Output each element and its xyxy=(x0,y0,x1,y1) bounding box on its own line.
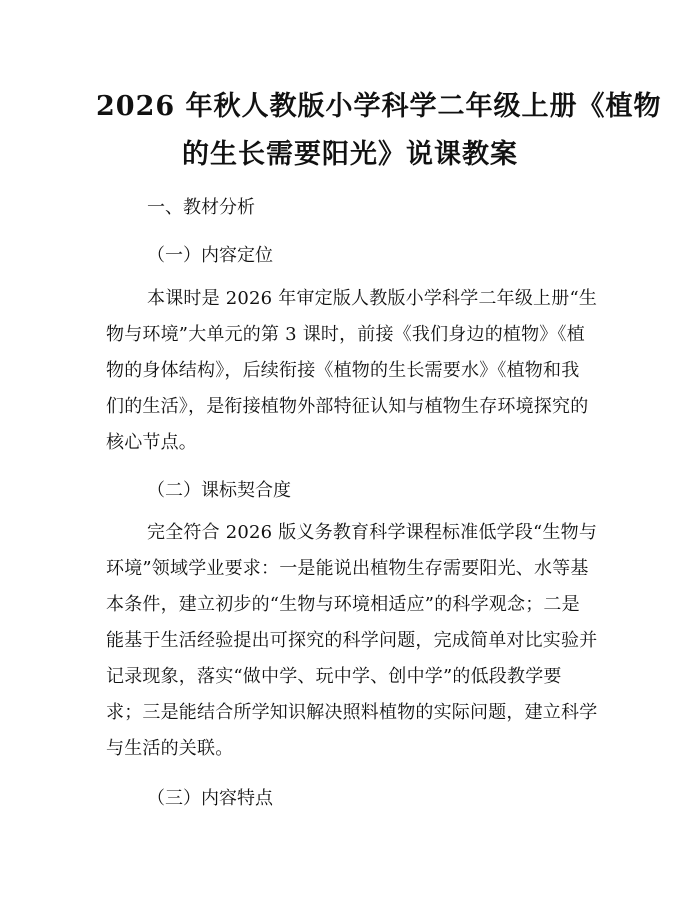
paragraph-line: 记录现象，落实“做中学、玩中学、创中学”的低段教学要 xyxy=(106,666,562,687)
paragraph-line: 本条件，建立初步的“生物与环境相适应”的科学观念；二是 xyxy=(106,594,580,615)
paragraph-line: 物与环境”大单元的第 3 课时，前接《我们身边的植物》《植 xyxy=(106,324,585,345)
paragraph-line: 完全符合 2026 版义务教育科学课程标准低学段“生物与 xyxy=(147,522,598,543)
paragraph-line: 核心节点。 xyxy=(106,432,197,453)
paragraph-line: 本课时是 2026 年审定版人教版小学科学二年级上册“生 xyxy=(147,288,598,309)
paragraph-line: 求；三是能结合所学知识解决照料植物的实际问题，建立科学 xyxy=(106,702,598,723)
subsection-heading-content-features: （三）内容特点 xyxy=(147,788,273,809)
paragraph-curriculum-alignment xyxy=(106,515,600,767)
subsection-heading-curriculum-alignment: （二）课标契合度 xyxy=(147,480,291,501)
paragraph-content-positioning xyxy=(106,281,600,461)
subsection-heading-content-positioning: （一）内容定位 xyxy=(147,245,273,266)
paragraph-line: 们的生活》，是衔接植物外部特征认知与植物生存环境探究的 xyxy=(106,396,589,417)
paragraph-line: 与生活的关联。 xyxy=(106,738,234,759)
document-title-line-2: 的生长需要阳光》说课教案 xyxy=(182,139,518,170)
section-heading-teaching-material-analysis: 一、教材分析 xyxy=(147,197,255,218)
document-title-line-1: 2026 年秋人教版小学科学二年级上册《植物 xyxy=(96,91,662,122)
paragraph-line: 环境”领域学业要求：一是能说出植物生存需要阳光、水等基 xyxy=(106,558,589,579)
paragraph-line: 能基于生活经验提出可探究的科学问题，完成简单对比实验并 xyxy=(106,630,598,651)
paragraph-line: 物的身体结构》，后续衔接《植物的生长需要水》《植物和我 xyxy=(106,360,580,381)
